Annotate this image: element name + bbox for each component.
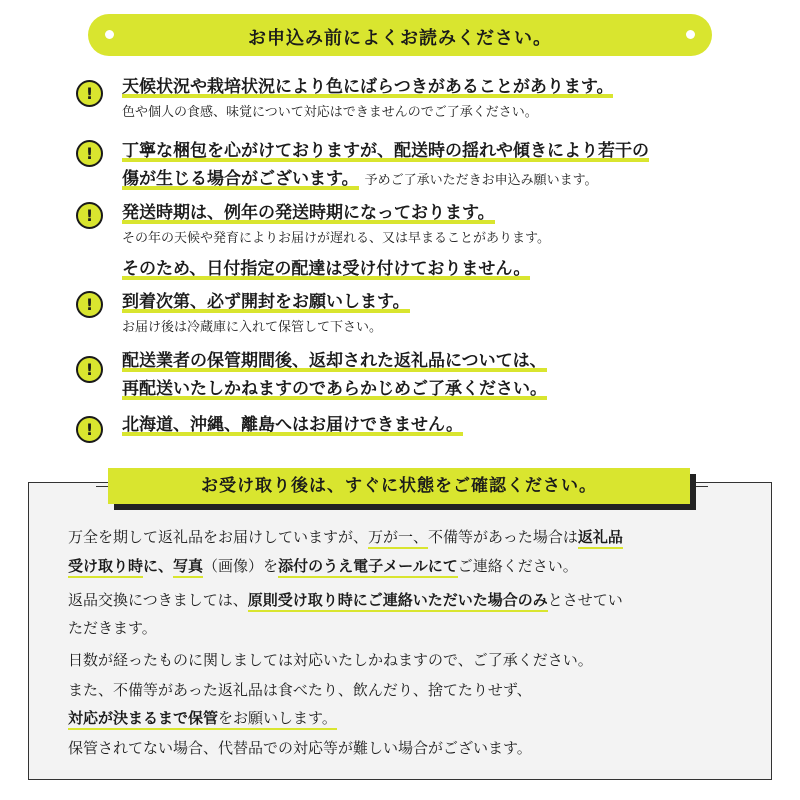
exclamation-icon: ! <box>76 80 103 107</box>
exclamation-icon: ! <box>76 416 103 443</box>
notice-heading: 配送業者の保管期間後、返却された返礼品については、 <box>122 351 547 371</box>
notice-detail: その年の天候や発育によりお届けが遅れる、又は早まることがあります。 <box>122 231 550 246</box>
exclamation-icon: ! <box>76 140 103 167</box>
banner-title: お申込み前によくお読みください。 <box>248 28 552 49</box>
notice-heading: 北海道、沖縄、離島へはお届けできません。 <box>122 415 464 435</box>
tag-divider-left <box>96 486 108 487</box>
notice-banner <box>88 14 712 56</box>
box-paragraph: 保管されてない場合、代替品での対応等が難しい場合がございます。 <box>68 739 532 757</box>
box-paragraph: また、不備等があった返礼品は食べたり、飲んだり、捨てたりせず、 <box>68 681 532 699</box>
box-paragraph: 返品交換につきましては、原則受け取り時にご連絡いただいた場合のみとさせてい <box>68 590 623 610</box>
banner-hole-right <box>686 30 695 39</box>
box-paragraph: 万全を期して返礼品をお届けしていますが、万が一、不備等があった場合は返礼品 <box>68 527 623 547</box>
exclamation-icon: ! <box>76 356 103 383</box>
notice-heading: 到着次第、必ず開封をお願いします。 <box>122 292 410 312</box>
box-paragraph: 対応が決まるまで保管をお願いします。 <box>68 708 337 728</box>
notice-detail: お届け後は冷蔵庫に入れて保管して下さい。 <box>122 320 383 335</box>
notice-detail: 予めご了承いただきお申込み願います。 <box>364 173 598 188</box>
box-paragraph: 日数が経ったものに関しましては対応いたしかねますので、ご了承ください。 <box>68 651 593 669</box>
notice-heading: 丁寧な梱包を心がけておりますが、配送時の揺れや傾きにより若干の <box>122 141 649 161</box>
notice-detail: 色や個人の食感、味覚について対応はできませんのでご了承ください。 <box>122 105 538 120</box>
box-paragraph: 受け取り時に、写真（画像）を添付のうえ電子メールにてご連絡ください。 <box>68 556 578 576</box>
notice-heading: 傷が生じる場合がございます。 予めご了承いただきお申込み願います。 <box>122 169 598 189</box>
exclamation-icon: ! <box>76 202 103 229</box>
notice-heading: そのため、日付指定の配達は受け付けておりません。 <box>122 259 531 279</box>
notice-heading: 再配送いたしかねますのであらかじめご了承ください。 <box>122 379 547 399</box>
after-receipt-title: お受け取り後は、すぐに状態をご確認ください。 <box>108 468 690 504</box>
notice-heading: 天候状況や栽培状況により色にばらつきがあることがあります。 <box>122 77 614 97</box>
box-paragraph: ただきます。 <box>68 619 157 637</box>
notice-heading: 発送時期は、例年の発送時期になっております。 <box>122 203 495 223</box>
exclamation-icon: ! <box>76 291 103 318</box>
tag-divider-right <box>696 486 708 487</box>
